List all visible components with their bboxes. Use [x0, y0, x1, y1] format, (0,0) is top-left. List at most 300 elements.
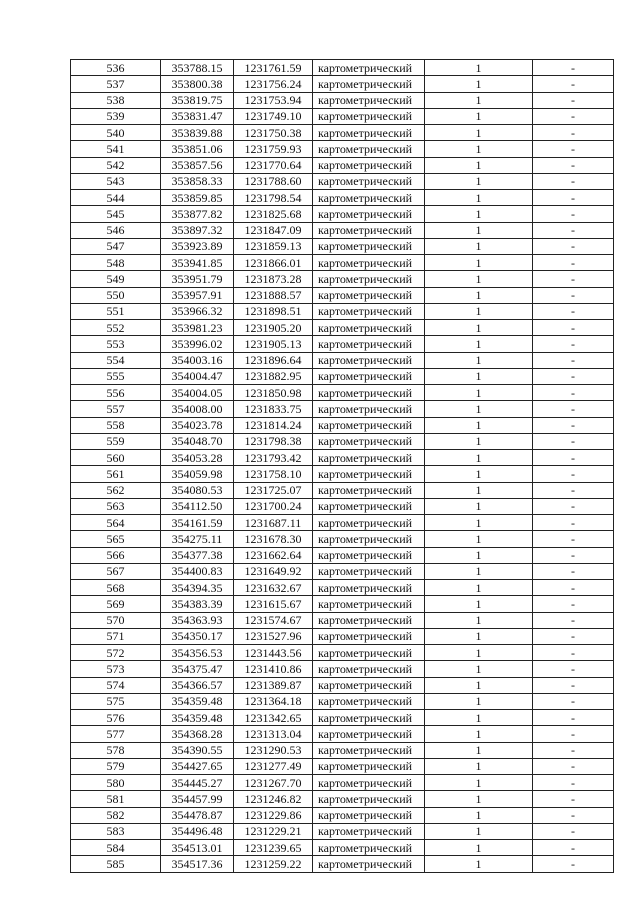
note-cell: -	[533, 190, 614, 206]
table-row	[71, 271, 614, 287]
y-coordinate-cell: 1231389.87	[234, 677, 313, 693]
y-coordinate-cell: 1231847.09	[234, 222, 313, 238]
note-cell: -	[533, 482, 614, 498]
note-cell: -	[533, 450, 614, 466]
point-number-cell: 569	[71, 596, 161, 612]
note-cell: -	[533, 710, 614, 726]
precision-cell: 1	[425, 596, 533, 612]
method-cell: картометрический	[313, 515, 425, 531]
method-cell: картометрический	[313, 417, 425, 433]
y-coordinate-cell: 1231700.24	[234, 498, 313, 514]
precision-cell: 1	[425, 303, 533, 319]
table-row	[71, 823, 614, 839]
x-coordinate-cell: 353858.33	[161, 173, 234, 189]
note-cell: -	[533, 157, 614, 173]
table-row	[71, 141, 614, 157]
table-row	[71, 628, 614, 644]
note-cell: -	[533, 76, 614, 92]
precision-cell: 1	[425, 726, 533, 742]
y-coordinate-cell: 1231313.04	[234, 726, 313, 742]
table-row	[71, 320, 614, 336]
method-cell: картометрический	[313, 76, 425, 92]
y-coordinate-cell: 1231758.10	[234, 466, 313, 482]
point-number-cell: 582	[71, 807, 161, 823]
point-number-cell: 549	[71, 271, 161, 287]
y-coordinate-cell: 1231756.24	[234, 76, 313, 92]
y-coordinate-cell: 1231833.75	[234, 401, 313, 417]
method-cell: картометрический	[313, 401, 425, 417]
point-number-cell: 541	[71, 141, 161, 157]
point-number-cell: 576	[71, 710, 161, 726]
precision-cell: 1	[425, 238, 533, 254]
y-coordinate-cell: 1231687.11	[234, 515, 313, 531]
x-coordinate-cell: 354363.93	[161, 612, 234, 628]
point-number-cell: 550	[71, 287, 161, 303]
note-cell: -	[533, 141, 614, 157]
x-coordinate-cell: 354394.35	[161, 580, 234, 596]
table-row	[71, 287, 614, 303]
point-number-cell: 567	[71, 563, 161, 579]
y-coordinate-cell: 1231873.28	[234, 271, 313, 287]
point-number-cell: 544	[71, 190, 161, 206]
point-number-cell: 560	[71, 450, 161, 466]
note-cell: -	[533, 385, 614, 401]
note-cell: -	[533, 173, 614, 189]
point-number-cell: 540	[71, 125, 161, 141]
method-cell: картометрический	[313, 125, 425, 141]
y-coordinate-cell: 1231259.22	[234, 856, 313, 872]
table-row	[71, 645, 614, 661]
table-row	[71, 758, 614, 774]
method-cell: картометрический	[313, 710, 425, 726]
point-number-cell: 573	[71, 661, 161, 677]
x-coordinate-cell: 354368.28	[161, 726, 234, 742]
table-row	[71, 612, 614, 628]
method-cell: картометрический	[313, 238, 425, 254]
precision-cell: 1	[425, 173, 533, 189]
y-coordinate-cell: 1231882.95	[234, 368, 313, 384]
table-row	[71, 125, 614, 141]
x-coordinate-cell: 354496.48	[161, 823, 234, 839]
note-cell: -	[533, 108, 614, 124]
note-cell: -	[533, 271, 614, 287]
y-coordinate-cell: 1231410.86	[234, 661, 313, 677]
table-row	[71, 92, 614, 108]
x-coordinate-cell: 353851.06	[161, 141, 234, 157]
table-row	[71, 482, 614, 498]
precision-cell: 1	[425, 157, 533, 173]
precision-cell: 1	[425, 320, 533, 336]
y-coordinate-cell: 1231859.13	[234, 238, 313, 254]
y-coordinate-cell: 1231888.57	[234, 287, 313, 303]
method-cell: картометрический	[313, 856, 425, 872]
method-cell: картометрический	[313, 190, 425, 206]
table-row	[71, 775, 614, 791]
point-number-cell: 584	[71, 840, 161, 856]
y-coordinate-cell: 1231725.07	[234, 482, 313, 498]
precision-cell: 1	[425, 498, 533, 514]
method-cell: картометрический	[313, 287, 425, 303]
table-row	[71, 450, 614, 466]
x-coordinate-cell: 354375.47	[161, 661, 234, 677]
point-number-cell: 568	[71, 580, 161, 596]
method-cell: картометрический	[313, 255, 425, 271]
precision-cell: 1	[425, 222, 533, 238]
method-cell: картометрический	[313, 758, 425, 774]
point-number-cell: 553	[71, 336, 161, 352]
x-coordinate-cell: 353897.32	[161, 222, 234, 238]
point-number-cell: 537	[71, 76, 161, 92]
table-row	[71, 791, 614, 807]
precision-cell: 1	[425, 775, 533, 791]
note-cell: -	[533, 238, 614, 254]
x-coordinate-cell: 354377.38	[161, 547, 234, 563]
method-cell: картометрический	[313, 807, 425, 823]
note-cell: -	[533, 466, 614, 482]
note-cell: -	[533, 840, 614, 856]
note-cell: -	[533, 742, 614, 758]
precision-cell: 1	[425, 255, 533, 271]
method-cell: картометрический	[313, 157, 425, 173]
note-cell: -	[533, 775, 614, 791]
x-coordinate-cell: 353951.79	[161, 271, 234, 287]
x-coordinate-cell: 354053.28	[161, 450, 234, 466]
precision-cell: 1	[425, 758, 533, 774]
table-row	[71, 726, 614, 742]
x-coordinate-cell: 354517.36	[161, 856, 234, 872]
x-coordinate-cell: 353981.23	[161, 320, 234, 336]
y-coordinate-cell: 1231793.42	[234, 450, 313, 466]
table-row	[71, 433, 614, 449]
y-coordinate-cell: 1231750.38	[234, 125, 313, 141]
x-coordinate-cell: 354478.87	[161, 807, 234, 823]
precision-cell: 1	[425, 547, 533, 563]
precision-cell: 1	[425, 742, 533, 758]
precision-cell: 1	[425, 563, 533, 579]
method-cell: картометрический	[313, 320, 425, 336]
table-row	[71, 206, 614, 222]
table-row	[71, 401, 614, 417]
table-row	[71, 238, 614, 254]
y-coordinate-cell: 1231788.60	[234, 173, 313, 189]
point-number-cell: 547	[71, 238, 161, 254]
method-cell: картометрический	[313, 791, 425, 807]
method-cell: картометрический	[313, 661, 425, 677]
table-row	[71, 661, 614, 677]
y-coordinate-cell: 1231850.98	[234, 385, 313, 401]
note-cell: -	[533, 531, 614, 547]
point-number-cell: 572	[71, 645, 161, 661]
point-number-cell: 554	[71, 352, 161, 368]
precision-cell: 1	[425, 628, 533, 644]
precision-cell: 1	[425, 92, 533, 108]
x-coordinate-cell: 354356.53	[161, 645, 234, 661]
table-row	[71, 368, 614, 384]
coordinates-table	[70, 59, 614, 873]
precision-cell: 1	[425, 450, 533, 466]
method-cell: картометрический	[313, 693, 425, 709]
x-coordinate-cell: 354112.50	[161, 498, 234, 514]
precision-cell: 1	[425, 840, 533, 856]
note-cell: -	[533, 60, 614, 76]
y-coordinate-cell: 1231749.10	[234, 108, 313, 124]
point-number-cell: 561	[71, 466, 161, 482]
note-cell: -	[533, 222, 614, 238]
method-cell: картометрический	[313, 628, 425, 644]
precision-cell: 1	[425, 823, 533, 839]
y-coordinate-cell: 1231527.96	[234, 628, 313, 644]
point-number-cell: 577	[71, 726, 161, 742]
precision-cell: 1	[425, 807, 533, 823]
precision-cell: 1	[425, 271, 533, 287]
method-cell: картометрический	[313, 433, 425, 449]
precision-cell: 1	[425, 612, 533, 628]
x-coordinate-cell: 353800.38	[161, 76, 234, 92]
note-cell: -	[533, 645, 614, 661]
table-row	[71, 580, 614, 596]
y-coordinate-cell: 1231615.67	[234, 596, 313, 612]
point-number-cell: 543	[71, 173, 161, 189]
precision-cell: 1	[425, 206, 533, 222]
note-cell: -	[533, 563, 614, 579]
table-row	[71, 466, 614, 482]
method-cell: картометрический	[313, 271, 425, 287]
x-coordinate-cell: 354350.17	[161, 628, 234, 644]
y-coordinate-cell: 1231898.51	[234, 303, 313, 319]
x-coordinate-cell: 354427.65	[161, 758, 234, 774]
x-coordinate-cell: 354513.01	[161, 840, 234, 856]
note-cell: -	[533, 206, 614, 222]
table-row	[71, 222, 614, 238]
y-coordinate-cell: 1231770.64	[234, 157, 313, 173]
x-coordinate-cell: 353923.89	[161, 238, 234, 254]
precision-cell: 1	[425, 60, 533, 76]
point-number-cell: 566	[71, 547, 161, 563]
x-coordinate-cell: 353857.56	[161, 157, 234, 173]
x-coordinate-cell: 354366.57	[161, 677, 234, 693]
point-number-cell: 555	[71, 368, 161, 384]
table-row	[71, 385, 614, 401]
precision-cell: 1	[425, 352, 533, 368]
x-coordinate-cell: 354445.27	[161, 775, 234, 791]
note-cell: -	[533, 433, 614, 449]
table-row	[71, 693, 614, 709]
table-row	[71, 742, 614, 758]
method-cell: картометрический	[313, 596, 425, 612]
method-cell: картометрический	[313, 466, 425, 482]
note-cell: -	[533, 628, 614, 644]
table-row	[71, 710, 614, 726]
note-cell: -	[533, 661, 614, 677]
note-cell: -	[533, 580, 614, 596]
point-number-cell: 559	[71, 433, 161, 449]
y-coordinate-cell: 1231443.56	[234, 645, 313, 661]
point-number-cell: 579	[71, 758, 161, 774]
point-number-cell: 578	[71, 742, 161, 758]
y-coordinate-cell: 1231246.82	[234, 791, 313, 807]
x-coordinate-cell: 354008.00	[161, 401, 234, 417]
method-cell: картометрический	[313, 60, 425, 76]
table-row	[71, 531, 614, 547]
y-coordinate-cell: 1231896.64	[234, 352, 313, 368]
table-row	[71, 336, 614, 352]
precision-cell: 1	[425, 515, 533, 531]
note-cell: -	[533, 758, 614, 774]
x-coordinate-cell: 354359.48	[161, 693, 234, 709]
table-row	[71, 60, 614, 76]
table-row	[71, 352, 614, 368]
x-coordinate-cell: 354457.99	[161, 791, 234, 807]
x-coordinate-cell: 353839.88	[161, 125, 234, 141]
note-cell: -	[533, 693, 614, 709]
point-number-cell: 556	[71, 385, 161, 401]
method-cell: картометрический	[313, 482, 425, 498]
table-row	[71, 108, 614, 124]
y-coordinate-cell: 1231574.67	[234, 612, 313, 628]
point-number-cell: 557	[71, 401, 161, 417]
x-coordinate-cell: 354004.05	[161, 385, 234, 401]
point-number-cell: 583	[71, 823, 161, 839]
y-coordinate-cell: 1231290.53	[234, 742, 313, 758]
point-number-cell: 546	[71, 222, 161, 238]
precision-cell: 1	[425, 76, 533, 92]
method-cell: картометрический	[313, 531, 425, 547]
y-coordinate-cell: 1231239.65	[234, 840, 313, 856]
y-coordinate-cell: 1231277.49	[234, 758, 313, 774]
note-cell: -	[533, 352, 614, 368]
table-row	[71, 515, 614, 531]
x-coordinate-cell: 353941.85	[161, 255, 234, 271]
table-row	[71, 677, 614, 693]
method-cell: картометрический	[313, 547, 425, 563]
precision-cell: 1	[425, 125, 533, 141]
precision-cell: 1	[425, 108, 533, 124]
point-number-cell: 538	[71, 92, 161, 108]
note-cell: -	[533, 401, 614, 417]
point-number-cell: 539	[71, 108, 161, 124]
method-cell: картометрический	[313, 206, 425, 222]
precision-cell: 1	[425, 401, 533, 417]
precision-cell: 1	[425, 190, 533, 206]
x-coordinate-cell: 354383.39	[161, 596, 234, 612]
precision-cell: 1	[425, 693, 533, 709]
table-row	[71, 303, 614, 319]
point-number-cell: 581	[71, 791, 161, 807]
point-number-cell: 571	[71, 628, 161, 644]
precision-cell: 1	[425, 531, 533, 547]
method-cell: картометрический	[313, 840, 425, 856]
x-coordinate-cell: 353996.02	[161, 336, 234, 352]
precision-cell: 1	[425, 385, 533, 401]
point-number-cell: 574	[71, 677, 161, 693]
y-coordinate-cell: 1231753.94	[234, 92, 313, 108]
x-coordinate-cell: 354390.55	[161, 742, 234, 758]
method-cell: картометрический	[313, 775, 425, 791]
x-coordinate-cell: 353819.75	[161, 92, 234, 108]
y-coordinate-cell: 1231759.93	[234, 141, 313, 157]
point-number-cell: 575	[71, 693, 161, 709]
y-coordinate-cell: 1231632.67	[234, 580, 313, 596]
precision-cell: 1	[425, 433, 533, 449]
x-coordinate-cell: 353957.91	[161, 287, 234, 303]
note-cell: -	[533, 791, 614, 807]
table-row	[71, 255, 614, 271]
y-coordinate-cell: 1231905.20	[234, 320, 313, 336]
precision-cell: 1	[425, 856, 533, 872]
point-number-cell: 564	[71, 515, 161, 531]
precision-cell: 1	[425, 580, 533, 596]
method-cell: картометрический	[313, 336, 425, 352]
table-row	[71, 417, 614, 433]
method-cell: картометрический	[313, 108, 425, 124]
note-cell: -	[533, 92, 614, 108]
precision-cell: 1	[425, 710, 533, 726]
y-coordinate-cell: 1231229.21	[234, 823, 313, 839]
precision-cell: 1	[425, 287, 533, 303]
method-cell: картометрический	[313, 141, 425, 157]
table-row	[71, 840, 614, 856]
point-number-cell: 570	[71, 612, 161, 628]
x-coordinate-cell: 354004.47	[161, 368, 234, 384]
precision-cell: 1	[425, 482, 533, 498]
point-number-cell: 545	[71, 206, 161, 222]
method-cell: картометрический	[313, 222, 425, 238]
method-cell: картометрический	[313, 385, 425, 401]
table-row	[71, 157, 614, 173]
method-cell: картометрический	[313, 450, 425, 466]
precision-cell: 1	[425, 661, 533, 677]
method-cell: картометрический	[313, 303, 425, 319]
point-number-cell: 565	[71, 531, 161, 547]
table-row	[71, 498, 614, 514]
y-coordinate-cell: 1231267.70	[234, 775, 313, 791]
x-coordinate-cell: 353859.85	[161, 190, 234, 206]
x-coordinate-cell: 354080.53	[161, 482, 234, 498]
x-coordinate-cell: 354048.70	[161, 433, 234, 449]
x-coordinate-cell: 354275.11	[161, 531, 234, 547]
table-row	[71, 856, 614, 872]
point-number-cell: 551	[71, 303, 161, 319]
note-cell: -	[533, 807, 614, 823]
method-cell: картометрический	[313, 823, 425, 839]
note-cell: -	[533, 417, 614, 433]
y-coordinate-cell: 1231814.24	[234, 417, 313, 433]
note-cell: -	[533, 368, 614, 384]
table-row	[71, 563, 614, 579]
x-coordinate-cell: 354359.48	[161, 710, 234, 726]
method-cell: картометрический	[313, 368, 425, 384]
y-coordinate-cell: 1231798.54	[234, 190, 313, 206]
x-coordinate-cell: 354023.78	[161, 417, 234, 433]
x-coordinate-cell: 354059.98	[161, 466, 234, 482]
x-coordinate-cell: 354400.83	[161, 563, 234, 579]
note-cell: -	[533, 547, 614, 563]
x-coordinate-cell: 354161.59	[161, 515, 234, 531]
point-number-cell: 536	[71, 60, 161, 76]
method-cell: картометрический	[313, 726, 425, 742]
precision-cell: 1	[425, 368, 533, 384]
note-cell: -	[533, 303, 614, 319]
precision-cell: 1	[425, 141, 533, 157]
table-row	[71, 190, 614, 206]
note-cell: -	[533, 612, 614, 628]
method-cell: картометрический	[313, 92, 425, 108]
table-row	[71, 807, 614, 823]
note-cell: -	[533, 498, 614, 514]
x-coordinate-cell: 353877.82	[161, 206, 234, 222]
note-cell: -	[533, 856, 614, 872]
precision-cell: 1	[425, 677, 533, 693]
